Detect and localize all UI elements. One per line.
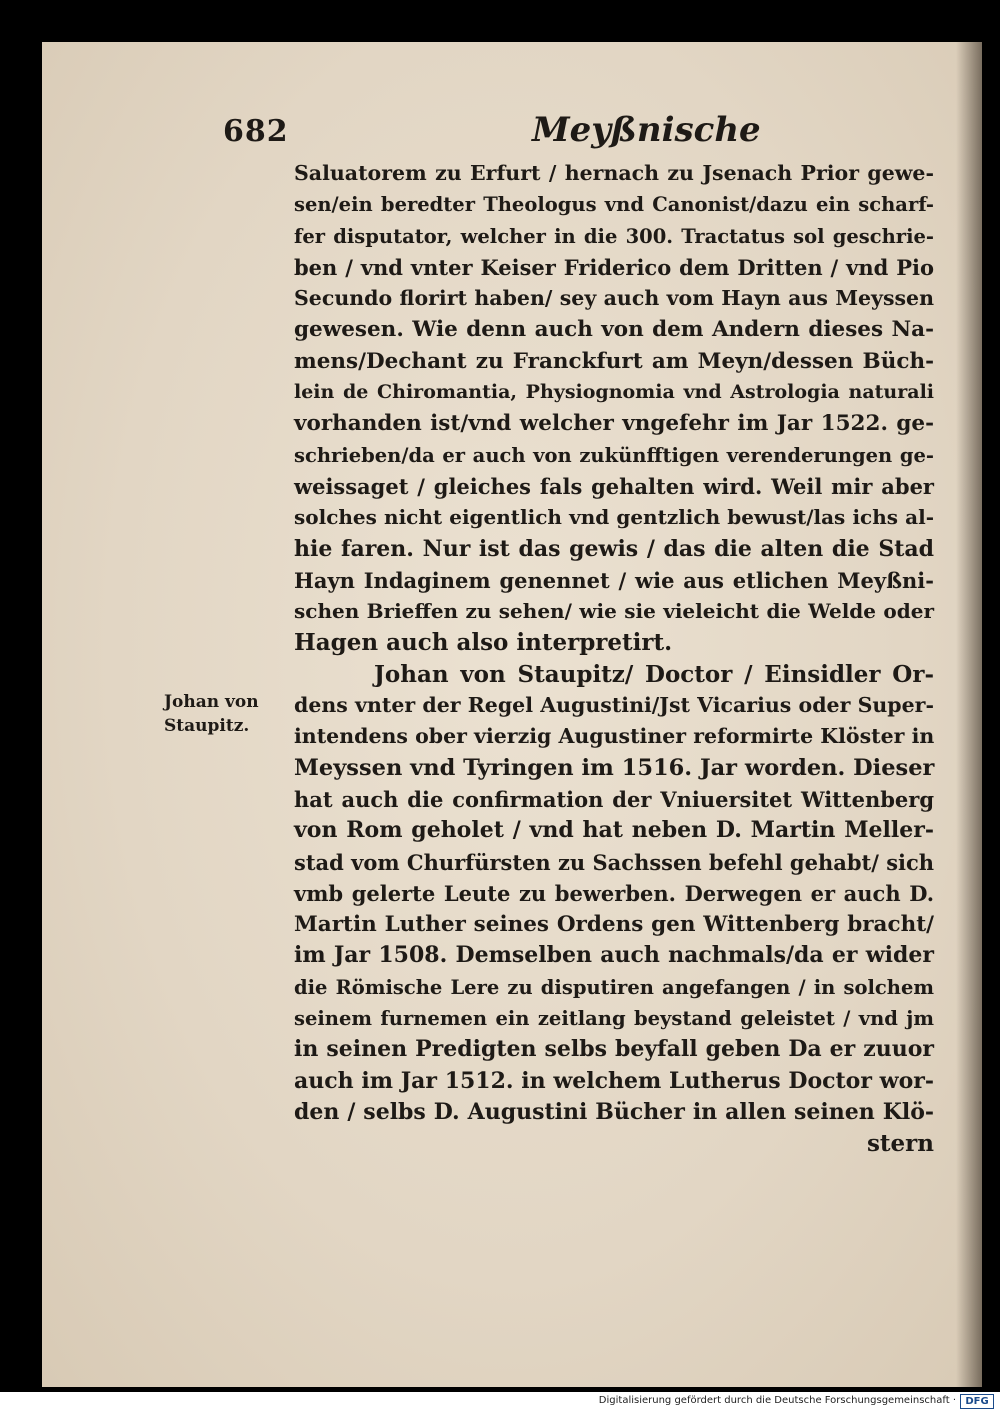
text-line: Saluatorem zu Erfurt / hernach zu Jsenach Prior gewe- <box>294 161 934 185</box>
margin-note <box>164 690 259 738</box>
catchword: stern <box>866 1130 934 1158</box>
dfg-logo: DFG <box>960 1394 994 1409</box>
running-title: Meyßnische <box>532 110 761 150</box>
page-gutter-shadow <box>956 42 982 1387</box>
text-line: Meyssen vnd Tyringen im 1516. Jar worden. Dieser <box>294 754 935 781</box>
text-line: auch im Jar 1512. in welchem Lutherus Doctor wor- <box>294 1067 934 1094</box>
text-line: weissaget / gleiches fals gehalten wird. Weil mir aber <box>294 473 934 499</box>
text-line: dens vnter der Regel Augustini/Jst Vicarius oder Super- <box>294 693 934 718</box>
page-number: 682 <box>223 114 289 149</box>
margin-note-line: Staupitz. <box>164 716 250 736</box>
text-line: intendens ober vierzig Augustiner reformirte Klöster in <box>294 724 935 749</box>
text-line: stad vom Churfürsten zu Sachssen befehl gehabt/ sich <box>294 849 935 875</box>
footer-bar <box>0 1392 1000 1412</box>
text-line: von Rom geholet / vnd hat neben D. Martin Meller- <box>294 817 934 844</box>
text-line: Johan von Staupitz/ Doctor / Einsidler Or- <box>374 660 934 688</box>
text-line: solches nicht eigentlich vnd gentzlich bewust/las ichs al- <box>294 505 934 530</box>
text-line: mens/Dechant zu Franckfurt am Meyn/dessen Büch- <box>294 348 934 374</box>
text-line: sen/ein beredter Theologus vnd Canonist/dazu ein scharf- <box>294 193 934 217</box>
text-line: Secundo florirt haben/ sey auch vom Hayn aus Meyssen <box>294 286 934 311</box>
text-line: gewesen. Wie denn auch von dem Andern dieses Na- <box>294 317 934 343</box>
text-line: schrieben/da er auch von zukünfftigen verenderungen ge- <box>294 443 934 467</box>
text-line: hie faren. Nur ist das gewis / das die alten die Stad <box>294 535 934 562</box>
funding-credit: Digitalisierung gefördert durch die Deutsche Forschungsgemeinschaft · <box>598 1395 956 1406</box>
text-line: Hagen auch also interpretirt. <box>294 629 673 657</box>
margin-note-line: Johan von <box>164 692 259 712</box>
text-line: den / selbs D. Augustini Bücher in allen seinen Klö- <box>294 1098 934 1125</box>
text-line: Hayn Indaginem genennet / wie aus etlichen Meyßni- <box>294 567 934 593</box>
text-line: Martin Luther seines Ordens gen Wittenberg bracht/ <box>294 912 934 938</box>
body-text <box>294 158 934 1160</box>
book-page <box>42 42 982 1387</box>
text-line: ben / vnd vnter Keiser Friderico dem Dritten / vnd Pio <box>294 254 934 280</box>
text-line: in seinen Predigten selbs beyfall geben Da er zuuor <box>294 1036 934 1063</box>
text-line: schen Brieffen zu sehen/ wie sie vieleicht die Welde oder <box>294 599 934 624</box>
text-line: hat auch die confirmation der Vniuersitet Wittenberg <box>294 786 934 812</box>
text-line: vmb gelerte Leute zu bewerben. Derwegen er auch D. <box>294 880 934 906</box>
text-line: lein de Chiromantia, Physiognomia vnd Astrologia naturali <box>294 381 934 404</box>
text-line: die Römische Lere zu disputiren angefangen / in solchem <box>294 975 934 999</box>
text-line: im Jar 1508. Demselben auch nachmals/da er wider <box>294 942 934 969</box>
text-line: vorhanden ist/vnd welcher vngefehr im Jar 1522. ge- <box>294 411 934 437</box>
text-line: seinem furnemen ein zeitlang beystand geleistet / vnd jm <box>294 1007 934 1031</box>
text-line: fer disputator, welcher in die 300. Tractatus sol geschrie- <box>294 224 934 248</box>
